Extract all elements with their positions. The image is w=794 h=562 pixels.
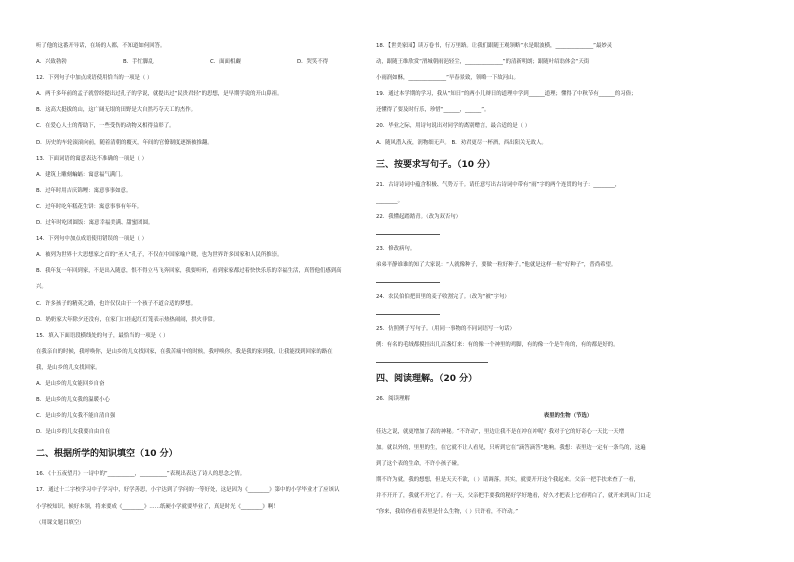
text-line: C．是山乡的儿女我不能自清自强 — [36, 413, 116, 420]
answer-blank[interactable] — [376, 353, 760, 363]
text-line: 在我亲自的时候，我呼唤你，是山乡的儿女找回家，在我苦痛中的时候，我呼唤你，我是我的家到我，让我能找到回家的路在 — [36, 348, 333, 355]
passage-line: 到了这个表的生命，不许小孩子碰。 — [376, 460, 463, 467]
passage-title: 表里的生物（节选） — [543, 412, 593, 419]
text-line: 19．通过本学期的学习，我从“知日”的两小儿辩日的道理中学到______道理；懂得了中秋节有______的习俗； — [376, 91, 637, 98]
text-line: 24．农民伯伯把田里的麦子收割完了。（改为“被”字句） — [376, 294, 510, 301]
text-line: 12．下列句子中加点成语使用恰当的一项是（ ） — [36, 75, 153, 82]
q11-stem-line: 听了他的这番开导话，在场的人都，不知道如何回答。 — [36, 43, 166, 49]
q11-option-c: C．面面相觑 — [210, 59, 241, 66]
text-line: 17．通过十二字校学习中子学习中，好学善思，小宇达到了学问的一等好处，这是因为《________》第中的小学毕业才了应该认 — [36, 487, 340, 494]
text-line: 25．仿照例子写句子。（用同一事物的不同词语写一句话） — [376, 326, 515, 333]
q11-options — [36, 54, 384, 70]
right-column — [376, 38, 760, 520]
section-three-title: 三、按要求写句子。（10 分） — [376, 159, 496, 170]
text-line: A．建筑上雕刻蝙蝠：寓意福气满门。 — [36, 171, 126, 178]
passage-line: 加。就以外的，里里的生，在它就不让人看见，只听到它在“滴答滴答”地响。我想：表里边一定有一条鸟的，这遍 — [376, 444, 646, 451]
section-four-title: 四、阅读理解。（20 分） — [376, 374, 478, 385]
passage-line: 期不许为就，我的想想，但是天天不欲，（ ）请调落。其实，就要开开这个我起来。父亲一把手扶来查了一看， — [376, 476, 640, 483]
text-line: 例：有名的毛绒都摸挂出几百盏灯来：有的像一个神里的鸡脚，有的像一个是牛角的，有的都是好的。 — [376, 342, 619, 349]
text-line: D．过年时吃团圆饭：寓意幸福美满、甜蜜团圆。 — [36, 220, 154, 227]
q11-option-d: D．哭笑不得 — [297, 59, 329, 66]
text-line: C．许多孩子的精英之路，也许仅仅由于一个孩子不道合适的梦想。 — [36, 300, 197, 307]
text-line: B．这高大挺拔的山，这广阔无垠的田野是大自然巧夺天工的杰作。 — [36, 107, 197, 114]
text-line: D．历史的车轮滚滚向前，随着清朝的覆灭，年间的官僚制度逐渐被推翻。 — [36, 139, 213, 146]
answer-blank[interactable] — [376, 305, 760, 315]
text-line: B．是山乡的儿女我的温暖小心 — [36, 397, 110, 404]
text-line: 23．修改病句。 — [376, 245, 416, 252]
text-line: 还懂得了要及时行乐，珍惜“______，______”。 — [376, 107, 490, 114]
text-line: 15．填入下面语段横线处的句子，最恰当的一项是（ ） — [36, 332, 169, 339]
text-line: ________。 — [376, 197, 403, 204]
text-line: B．过年时用吉庆锦鲤：寓意事事如意。 — [36, 187, 132, 194]
text-line: B．我年复一年回到家，不是出入随意，恨不得立马飞奔回家，我要听听，看到家家都过着快快乐乐的幸福生活，真替他们感到高 — [36, 268, 342, 275]
passage-line: “你来，我给你看看表里是什么生物，（ ）只许看，不许动。” — [376, 509, 518, 516]
passage-line: 并不开开了，我就不开它了。有一天，父亲把手要我的秘好学好地看，好久才把表上它看明白了，就开来到从门口走 — [376, 492, 651, 499]
text-line: 13．下面词语的寓意表达不准确的一项是（ ） — [36, 155, 147, 162]
passage-line: 佳达之说，就更增加了表的神秘。“不许动”，里边让我不是在冲在冲呢？我对于它的好奇心一天比一天增 — [376, 428, 625, 435]
text-line: 16．《十五夜望月》一诗中的“__________，__________”表现出表达了诗人的思念之情。 — [36, 471, 246, 478]
text-line: 18．【世美家园】读万卷书，行万里路。让我们跟随王观领略“水是眼波横，______________”最妙灵 — [376, 43, 613, 49]
text-line: A．是山乡的儿女能回乡自奋 — [36, 380, 105, 387]
text-line: 兴。 — [36, 284, 47, 291]
text-line: 21．古诗诗词中蕴含积极、气势万千。请任意写出古诗词中带有“雨”字的两个连贯的句子：________， — [376, 181, 621, 188]
text-line: （用课文题目填空） — [36, 519, 85, 526]
answer-blank[interactable] — [376, 225, 760, 235]
section-two-title: 二、根据所学的知识填空（10 分） — [36, 449, 178, 460]
answer-blank[interactable] — [376, 273, 760, 283]
text-line: A．被列为世界十大思想家之首的“圣人”孔子，不仅在中国家喻户晓，也为世界许多国家和人民所推崇。 — [36, 252, 283, 259]
reading-label: 26．阅读理解 — [376, 396, 410, 403]
text-line: A．两千多年前的孟子就曾经提出过孔子的学说，就提出过“民贵君轻”的思想，是早期学说的开山鼻祖。 — [36, 91, 283, 98]
text-line: D．是山乡的儿女我要自由自在 — [36, 429, 111, 436]
q11-option-b: B．手忙脚乱 — [123, 59, 154, 66]
text-line: A．随风潜入夜，润物细无声。 B．劝君更尽一杯酒，西出阳关无故人。 — [376, 139, 547, 146]
text-line: C．过年时吃年糕花生饼：寓意事事有年年。 — [36, 203, 143, 210]
text-line: 20．毕业之际，用诗句说出对同学的离别赠言，最合适的是（ ） — [376, 123, 531, 130]
text-line: 小雨润如酥，______________”早春景致，领略一下故河山。 — [376, 75, 519, 82]
text-line: 弟弟平静谁谁的知了大家说：“人就像种子，要做一粒好种子。”他就是这样一粒“好种子”，普尚希望。 — [376, 262, 617, 269]
text-line: 22．我懂起踏踏青。（改为双否句） — [376, 213, 462, 220]
text-line: 动，跟随王维欣赏“渭城朝雨浥轻尘，______________”的清新明朗；跟随叶绍翁体会“天街 — [376, 59, 590, 66]
text-line: D．奶奶家大年除夕还没有，在家门口挂起红灯笼表示热热闹闹，拱火非常。 — [36, 316, 219, 323]
text-line: 我，是山乡的儿女找回家。 — [36, 364, 101, 371]
text-line: C．在爱心人士的帮助下，一些受伤的动物又相得益彰了。 — [36, 123, 175, 130]
left-column — [36, 38, 384, 531]
q11-option-a: A．兴致勃勃 — [36, 59, 67, 66]
text-line: 小学校知识。候好本领，将来要成《________》……纸硬小学就要毕业了，真是时光《________》啊！ — [36, 503, 279, 510]
text-line: 14．下列句中加点成语使用错误的一项是（ ） — [36, 236, 147, 243]
